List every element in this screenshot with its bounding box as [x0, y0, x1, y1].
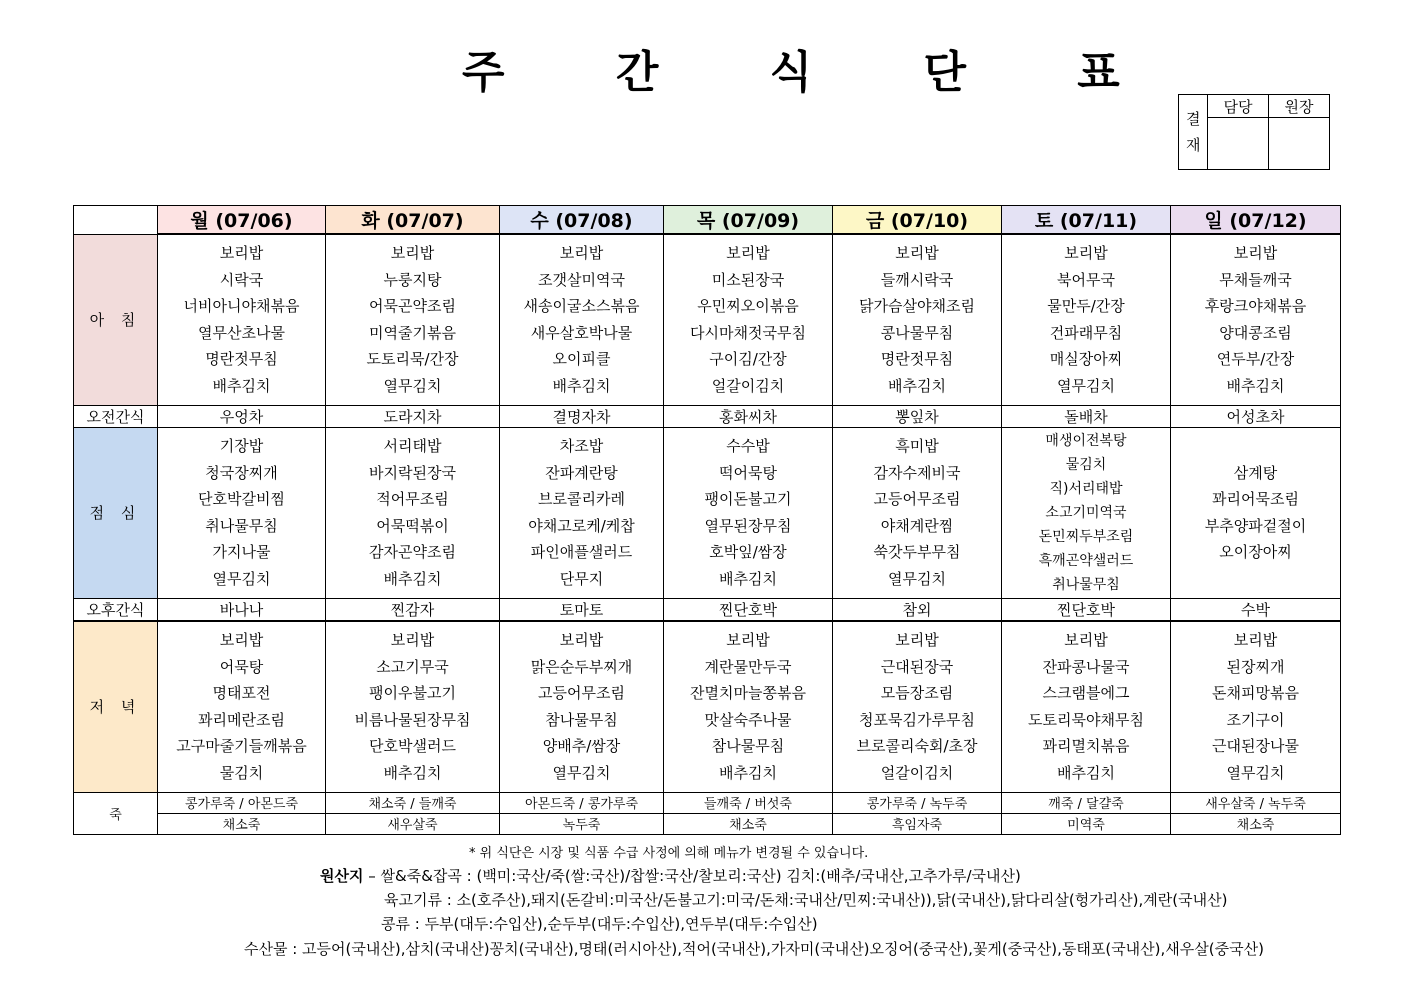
menu-item: 들깨시락국	[880, 270, 954, 289]
menu-item: 새송이굴소스볶음	[523, 297, 640, 316]
menu-item: 도토리묵/간장	[366, 350, 459, 369]
menu-item: 단호박샐러드	[369, 737, 456, 755]
lunch-mon	[158, 427, 326, 598]
menu-item: 직)서리태밥	[1049, 480, 1123, 497]
menu-item: 보리밥	[559, 244, 604, 263]
dinner-tue	[326, 621, 500, 793]
menu-item: 근대된장나물	[1212, 737, 1299, 755]
am-snack-fri: 뽕잎차	[833, 405, 1002, 427]
menu-item: 보리밥	[1064, 244, 1108, 263]
menu-item: 맑은순두부찌개	[530, 657, 633, 676]
approval-box	[1178, 94, 1330, 170]
menu-item: 적어무조림	[376, 490, 449, 508]
juk-1-sun: 새우살죽 / 녹두죽	[1171, 792, 1341, 813]
menu-item: 떡어묵탕	[719, 463, 777, 482]
juk-2-sat: 미역죽	[1002, 813, 1171, 834]
breakfast-thu	[664, 234, 833, 405]
menu-item: 열무산초나물	[198, 323, 285, 342]
menu-item: 단호박갈비찜	[198, 490, 285, 508]
dinner-sat	[1002, 621, 1171, 793]
label-juk: 죽	[74, 792, 158, 834]
menu-item: 취나물무침	[205, 516, 278, 535]
menu-item: 보리밥	[1233, 244, 1278, 263]
menu-item: 미소된장국	[711, 270, 785, 289]
juk-1-sat: 깨죽 / 달걀죽	[1002, 792, 1171, 813]
menu-item: 후랑크야채볶음	[1204, 297, 1307, 316]
menu-item: 파인애플샐러드	[530, 543, 633, 561]
menu-item: 무채들깨국	[1219, 270, 1292, 289]
menu-item: 수수밥	[726, 437, 770, 455]
am-snack-tue: 도라지차	[326, 405, 500, 427]
dinner-thu	[664, 621, 833, 793]
menu-item: 브로콜리숙회/초장	[856, 737, 978, 755]
juk-1-wed: 아몬드죽 / 콩가루죽	[500, 792, 664, 813]
juk-2-mon: 채소죽	[158, 813, 326, 834]
menu-item: 열무김치	[1057, 376, 1115, 395]
menu-item: 보리밥	[390, 244, 435, 263]
menu-item: 얼갈이김치	[711, 376, 785, 395]
menu-item: 청국장찌개	[205, 463, 278, 482]
juk-1-tue: 채소죽 / 들깨죽	[326, 792, 500, 813]
menu-item: 보리밥	[219, 631, 264, 649]
menu-item: 명태포전	[212, 684, 271, 702]
menu-item: 어묵곤약조림	[369, 297, 456, 316]
menu-item: 근대된장국	[880, 657, 954, 676]
breakfast-mon	[158, 234, 326, 405]
day-header-sat: 토 (07/11)	[1002, 206, 1171, 235]
menu-item: 서리태밥	[383, 437, 442, 455]
menu-item: 브로콜리카레	[538, 490, 625, 508]
juk-1-mon: 콩가루죽 / 아몬드죽	[158, 792, 326, 813]
menu-item: 배추김치	[719, 569, 777, 588]
origin-line-1: 원산지 – 쌀&죽&잡곡 : (백미:국산/죽(쌀:국산)/찹쌀:국산/찰보리:국산) 김치:(배추/국내산,고추가루/국내산)	[320, 867, 1021, 885]
juk-2-wed: 녹두죽	[500, 813, 664, 834]
menu-item: 열무김치	[552, 763, 611, 782]
menu-item: 꽈리메란조림	[198, 710, 285, 729]
menu-item: 야채고로케/케찹	[528, 516, 635, 535]
dinner-wed	[500, 621, 664, 793]
menu-item: 보리밥	[726, 631, 770, 649]
menu-item: 돈민찌두부조림	[1038, 528, 1134, 545]
menu-item: 맛살숙주나물	[704, 710, 792, 729]
menu-item: 감자수제비국	[873, 463, 961, 482]
menu-item: 건파래무침	[1049, 323, 1123, 342]
am-snack-mon: 우엉차	[158, 405, 326, 427]
menu-item: 어묵탕	[219, 657, 264, 676]
menu-item: 꽈리어묵조림	[1212, 490, 1299, 508]
origin-line-3: 콩류 : 두부(대두:수입산),순두부(대두:수입산),연두부(대두:수입산)	[381, 915, 818, 933]
menu-item: 청포묵김가루무침	[859, 710, 975, 729]
menu-item: 다시마채젓국무침	[690, 323, 806, 342]
lunch-sun	[1171, 427, 1341, 598]
menu-item: 소고기미역국	[1045, 504, 1127, 521]
menu-item: 부추양파겉절이	[1204, 516, 1307, 535]
breakfast-fri	[833, 234, 1002, 405]
menu-item: 닭가슴살야채조림	[859, 297, 975, 316]
menu-item: 꽈리멸치볶음	[1042, 737, 1130, 755]
menu-item: 열무김치	[212, 569, 271, 588]
day-header-wed: 수 (07/08)	[500, 206, 664, 235]
menu-item: 배추김치	[383, 569, 442, 588]
menu-item: 물만두/간장	[1047, 297, 1125, 316]
menu-item: 쑥갓두부무침	[873, 543, 961, 561]
menu-item: 돈채피망볶음	[1212, 684, 1299, 702]
menu-item: 우민찌오이볶음	[697, 297, 799, 316]
pm-snack-wed: 토마토	[500, 598, 664, 621]
corner-cell	[74, 206, 158, 235]
pm-snack-tue: 찐감자	[326, 598, 500, 621]
origin-line-4: 수산물 : 고등어(국내산),삼치(국내산)꽁치(국내산),명태(러시아산),적어(국내산),가자미(국내산)오징어(중국산),꽃게(중국산),동태포(국내산),새우살(중국산)	[244, 940, 1264, 958]
am-snack-wed: 결명자차	[500, 405, 664, 427]
menu-item: 잔멸치마늘쫑볶음	[690, 684, 806, 702]
approval-col-director: 원장	[1269, 95, 1330, 118]
signature-director	[1269, 118, 1330, 170]
am-snack-sun: 어성초차	[1171, 405, 1341, 427]
juk-1-thu: 들깨죽 / 버섯죽	[664, 792, 833, 813]
menu-item: 가지나물	[212, 543, 271, 561]
menu-item: 호박잎/쌈장	[709, 543, 787, 561]
menu-item: 배추김치	[888, 376, 946, 395]
menu-item: 물김치	[219, 763, 264, 782]
menu-item: 차조밥	[559, 437, 604, 455]
menu-item: 보리밥	[1233, 631, 1278, 649]
menu-item: 배추김치	[719, 763, 777, 782]
menu-item: 배추김치	[1226, 376, 1285, 395]
menu-item: 단무지	[559, 569, 604, 588]
breakfast-sun	[1171, 234, 1341, 405]
menu-item: 감자곤약조림	[369, 543, 456, 561]
weekly-menu-table	[73, 205, 1341, 835]
menu-item: 매생이전복탕	[1045, 432, 1127, 449]
menu-item: 배추김치	[1057, 763, 1115, 782]
menu-item: 새우살호박나물	[530, 323, 633, 342]
menu-item: 물김치	[1065, 456, 1107, 473]
menu-item: 잔파계란탕	[545, 463, 618, 482]
menu-item: 어묵떡볶이	[376, 516, 449, 535]
menu-item: 명란젓무침	[880, 350, 954, 369]
day-header-fri: 금 (07/10)	[833, 206, 1002, 235]
menu-item: 고등어무조림	[538, 684, 625, 702]
day-header-tue: 화 (07/07)	[326, 206, 500, 235]
menu-item: 콩나물무침	[880, 323, 954, 342]
menu-item: 양대콩조림	[1219, 323, 1292, 342]
menu-item: 계란물만두국	[704, 657, 792, 676]
menu-item: 스크램블에그	[1042, 684, 1130, 702]
menu-item: 취나물무침	[1052, 576, 1120, 593]
approval-label: 결재	[1179, 95, 1208, 170]
menu-item: 너비아니야채볶음	[183, 297, 300, 316]
menu-item: 팽이돈불고기	[704, 490, 792, 508]
menu-item: 조기구이	[1226, 710, 1285, 729]
pm-snack-thu: 찐단호박	[664, 598, 833, 621]
approval-col-staff: 담당	[1208, 95, 1269, 118]
menu-item: 배추김치	[212, 376, 271, 395]
label-pm-snack: 오후간식	[74, 598, 158, 621]
day-header-sun: 일 (07/12)	[1171, 206, 1341, 235]
lunch-sat	[1002, 427, 1171, 598]
label-lunch: 점 심	[74, 427, 158, 598]
menu-item: 미역줄기볶음	[369, 323, 456, 342]
juk-2-tue: 새우살죽	[326, 813, 500, 834]
pm-snack-mon: 바나나	[158, 598, 326, 621]
menu-item: 된장찌개	[1226, 657, 1285, 676]
menu-item: 도토리묵야채무침	[1028, 710, 1144, 729]
menu-item: 얼갈이김치	[880, 763, 954, 782]
menu-item: 참나물무침	[545, 710, 618, 729]
menu-item: 조갯살미역국	[538, 270, 625, 289]
day-header-mon: 월 (07/06)	[158, 206, 326, 235]
menu-item: 기장밥	[219, 437, 264, 455]
menu-item: 팽이우불고기	[369, 684, 456, 702]
menu-item: 매실장아찌	[1049, 350, 1123, 369]
dinner-mon	[158, 621, 326, 793]
am-snack-thu: 홍화씨차	[664, 405, 833, 427]
juk-2-thu: 채소죽	[664, 813, 833, 834]
menu-item: 비름나물된장무침	[354, 710, 471, 729]
dinner-sun	[1171, 621, 1341, 793]
pm-snack-fri: 참외	[833, 598, 1002, 621]
menu-item: 보리밥	[895, 631, 939, 649]
menu-item: 오이피클	[552, 350, 611, 369]
lunch-tue	[326, 427, 500, 598]
breakfast-tue	[326, 234, 500, 405]
menu-item: 보리밥	[726, 244, 770, 263]
menu-item: 시락국	[219, 270, 264, 289]
breakfast-sat	[1002, 234, 1171, 405]
menu-item: 소고기무국	[376, 657, 449, 676]
juk-1-fri: 콩가루죽 / 녹두죽	[833, 792, 1002, 813]
menu-item: 열무된장무침	[704, 516, 792, 535]
menu-item: 보리밥	[219, 244, 264, 263]
notice-text: * 위 식단은 시장 및 식품 수급 사정에 의해 메뉴가 변경될 수 있습니다.	[469, 846, 869, 861]
menu-item: 누룽지탕	[383, 270, 442, 289]
menu-item: 흑미밥	[895, 437, 939, 455]
menu-item: 잔파콩나물국	[1042, 657, 1130, 676]
menu-item: 열무김치	[1226, 763, 1285, 782]
menu-item: 고등어무조림	[873, 490, 961, 508]
lunch-fri	[833, 427, 1002, 598]
breakfast-wed	[500, 234, 664, 405]
menu-item: 모듬장조림	[880, 684, 954, 702]
am-snack-sat: 돌배차	[1002, 405, 1171, 427]
pm-snack-sun: 수박	[1171, 598, 1341, 621]
menu-item: 구이김/간장	[709, 350, 787, 369]
label-dinner: 저 녁	[74, 621, 158, 793]
pm-snack-sat: 찐단호박	[1002, 598, 1171, 621]
menu-item: 오이장아찌	[1219, 543, 1292, 561]
juk-2-fri: 흑임자죽	[833, 813, 1002, 834]
juk-2-sun: 채소죽	[1171, 813, 1341, 834]
menu-item: 흑깨곤약샐러드	[1038, 552, 1134, 569]
lunch-thu	[664, 427, 833, 598]
menu-item: 명란젓무침	[205, 350, 278, 369]
page-title: 주 간 식 단 표	[462, 47, 1168, 98]
menu-item: 보리밥	[390, 631, 435, 649]
menu-item: 보리밥	[1064, 631, 1108, 649]
menu-item: 야채계란찜	[880, 516, 954, 535]
menu-item: 보리밥	[559, 631, 604, 649]
menu-item: 배추김치	[552, 376, 611, 395]
menu-item: 참나물무침	[711, 737, 785, 755]
menu-item: 북어무국	[1057, 270, 1115, 289]
menu-item: 배추김치	[383, 763, 442, 782]
menu-item: 고구마줄기들깨볶음	[176, 737, 307, 755]
dinner-fri	[833, 621, 1002, 793]
menu-item: 보리밥	[895, 244, 939, 263]
label-am-snack: 오전간식	[74, 405, 158, 427]
day-header-thu: 목 (07/09)	[664, 206, 833, 235]
label-breakfast: 아 침	[74, 234, 158, 405]
menu-item: 연두부/간장	[1216, 350, 1295, 369]
menu-item: 열무김치	[383, 376, 442, 395]
lunch-wed	[500, 427, 664, 598]
origin-line-2: 육고기류 : 소(호주산),돼지(돈갈비:미국산/돈불고기:미국/돈채:국내산/민찌:국내산)),닭(국내산),닭다리살(헝가리산),계란(국내산)	[384, 891, 1228, 909]
menu-item: 열무김치	[888, 569, 946, 588]
menu-item: 바지락된장국	[369, 463, 456, 482]
menu-item: 삼계탕	[1233, 463, 1278, 482]
signature-staff	[1208, 118, 1269, 170]
menu-item: 양배추/쌈장	[542, 737, 621, 755]
